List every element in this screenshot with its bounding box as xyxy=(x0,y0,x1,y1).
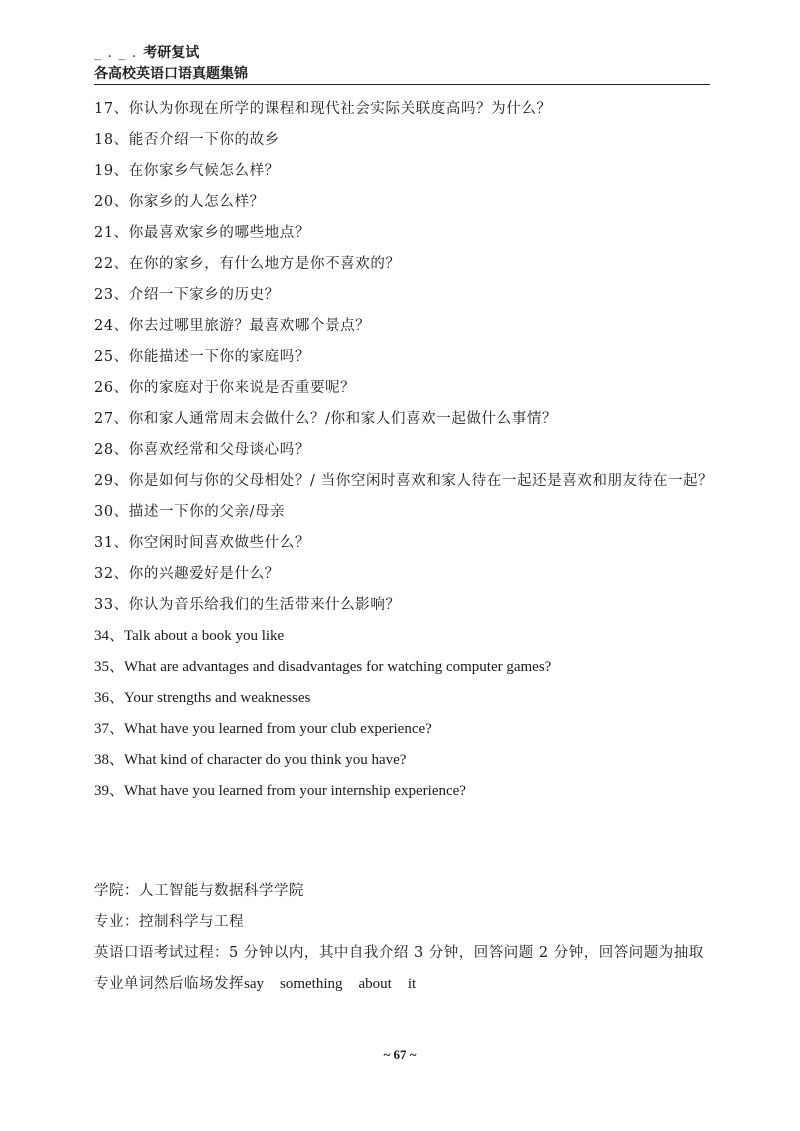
header-title: 考研复试 xyxy=(143,45,200,61)
question-text: 你能描述一下你的家庭吗？ xyxy=(128,349,310,365)
college-info xyxy=(94,876,714,1000)
question-number: 18、 xyxy=(94,132,129,148)
page-number: ~ 67 ~ xyxy=(383,1047,417,1062)
question-text: 你和家人通常周末会做什么？/你和家人们喜欢一起做什么事情？ xyxy=(128,411,558,427)
question-number: 24、 xyxy=(94,318,129,334)
question-number: 21、 xyxy=(94,225,129,241)
question-text: 介绍一下家乡的历史？ xyxy=(128,287,280,303)
question-text: What have you learned from your internship experience? xyxy=(124,783,466,799)
question-text: 你喜欢经常和父母谈心吗？ xyxy=(128,442,310,458)
question-number: 35、 xyxy=(94,659,125,675)
question-number: 33、 xyxy=(94,597,129,613)
exam-process-en-3: about xyxy=(358,976,392,992)
question-item xyxy=(94,559,714,590)
exam-process-en-1: say xyxy=(244,976,264,992)
question-text: 你空闲时间喜欢做些什么？ xyxy=(128,535,310,551)
question-text: What have you learned from your club experience? xyxy=(124,721,432,737)
question-item xyxy=(94,342,714,373)
question-text: 能否介绍一下你的故乡 xyxy=(128,132,280,148)
header-dashes: _ . _ . xyxy=(94,45,138,61)
question-item xyxy=(94,311,714,342)
question-number: 31、 xyxy=(94,535,129,551)
question-number: 39、 xyxy=(94,783,125,799)
question-number: 29、 xyxy=(94,473,129,489)
question-number: 37、 xyxy=(94,721,125,737)
question-number: 22、 xyxy=(94,256,129,272)
question-number: 26、 xyxy=(94,380,129,396)
question-item xyxy=(94,745,714,776)
question-text: 你的家庭对于你来说是否重要呢？ xyxy=(128,380,356,396)
question-number: 25、 xyxy=(94,349,129,365)
exam-process-en-4: it xyxy=(407,976,417,992)
question-number: 17、 xyxy=(94,101,129,117)
question-text: What kind of character do you think you have? xyxy=(124,752,407,768)
question-item xyxy=(94,125,714,156)
question-item xyxy=(94,373,714,404)
question-item xyxy=(94,187,714,218)
question-text: 在你的家乡，有什么地方是你不喜欢的？ xyxy=(128,256,401,272)
question-text: 在你家乡气候怎么样？ xyxy=(128,163,280,179)
question-item xyxy=(94,466,714,497)
question-item xyxy=(94,156,714,187)
question-text: 你是如何与你的父母相处？/ 当你空闲时喜欢和家人待在一起还是喜欢和朋友待在一起？ xyxy=(128,473,714,489)
question-list xyxy=(94,94,714,807)
question-item xyxy=(94,652,714,683)
question-number: 32、 xyxy=(94,566,129,582)
question-item xyxy=(94,528,714,559)
question-number: 20、 xyxy=(94,194,129,210)
question-text: 你最喜欢家乡的哪些地点？ xyxy=(128,225,310,241)
question-text: 你家乡的人怎么样？ xyxy=(128,194,265,210)
exam-process-cn: 英语口语考试过程：5 分钟以内，其中自我介绍 3 分钟，回答问题 2 分钟，回答问题为抽取专业单词然后临场发挥 xyxy=(94,945,704,992)
question-item xyxy=(94,776,714,807)
question-number: 34、 xyxy=(94,628,125,644)
header-title-row xyxy=(94,44,708,62)
question-item xyxy=(94,94,714,125)
question-item xyxy=(94,218,714,249)
question-item xyxy=(94,280,714,311)
page-header xyxy=(94,44,708,84)
question-item xyxy=(94,249,714,280)
question-item xyxy=(94,435,714,466)
question-text: 你的兴趣爱好是什么？ xyxy=(128,566,280,582)
question-text: 你认为音乐给我们的生活带来什么影响？ xyxy=(128,597,401,613)
header-divider xyxy=(94,84,710,85)
question-item xyxy=(94,404,714,435)
question-item xyxy=(94,683,714,714)
question-text: Talk about a book you like xyxy=(124,628,285,644)
question-item xyxy=(94,621,714,652)
question-number: 27、 xyxy=(94,411,129,427)
question-text: 描述一下你的父亲/母亲 xyxy=(128,504,286,520)
college-line: 学院：人工智能与数据科学学院 xyxy=(94,883,304,899)
question-number: 36、 xyxy=(94,690,125,706)
exam-process xyxy=(94,938,714,1000)
header-subtitle: 各高校英语口语真题集锦 xyxy=(94,66,248,82)
question-item xyxy=(94,497,714,528)
question-number: 38、 xyxy=(94,752,125,768)
question-item xyxy=(94,590,714,621)
question-number: 23、 xyxy=(94,287,129,303)
question-number: 28、 xyxy=(94,442,129,458)
exam-process-en-2: something xyxy=(280,976,343,992)
question-number: 30、 xyxy=(94,504,129,520)
question-number: 19、 xyxy=(94,163,129,179)
major-line: 专业：控制科学与工程 xyxy=(94,914,244,930)
question-text: 你去过哪里旅游？最喜欢哪个景点？ xyxy=(128,318,371,334)
question-text: What are advantages and disadvantages for watching computer games? xyxy=(124,659,552,675)
question-text: Your strengths and weaknesses xyxy=(124,690,311,706)
question-item xyxy=(94,714,714,745)
question-text: 你认为你现在所学的课程和现代社会实际关联度高吗？为什么？ xyxy=(128,101,552,117)
